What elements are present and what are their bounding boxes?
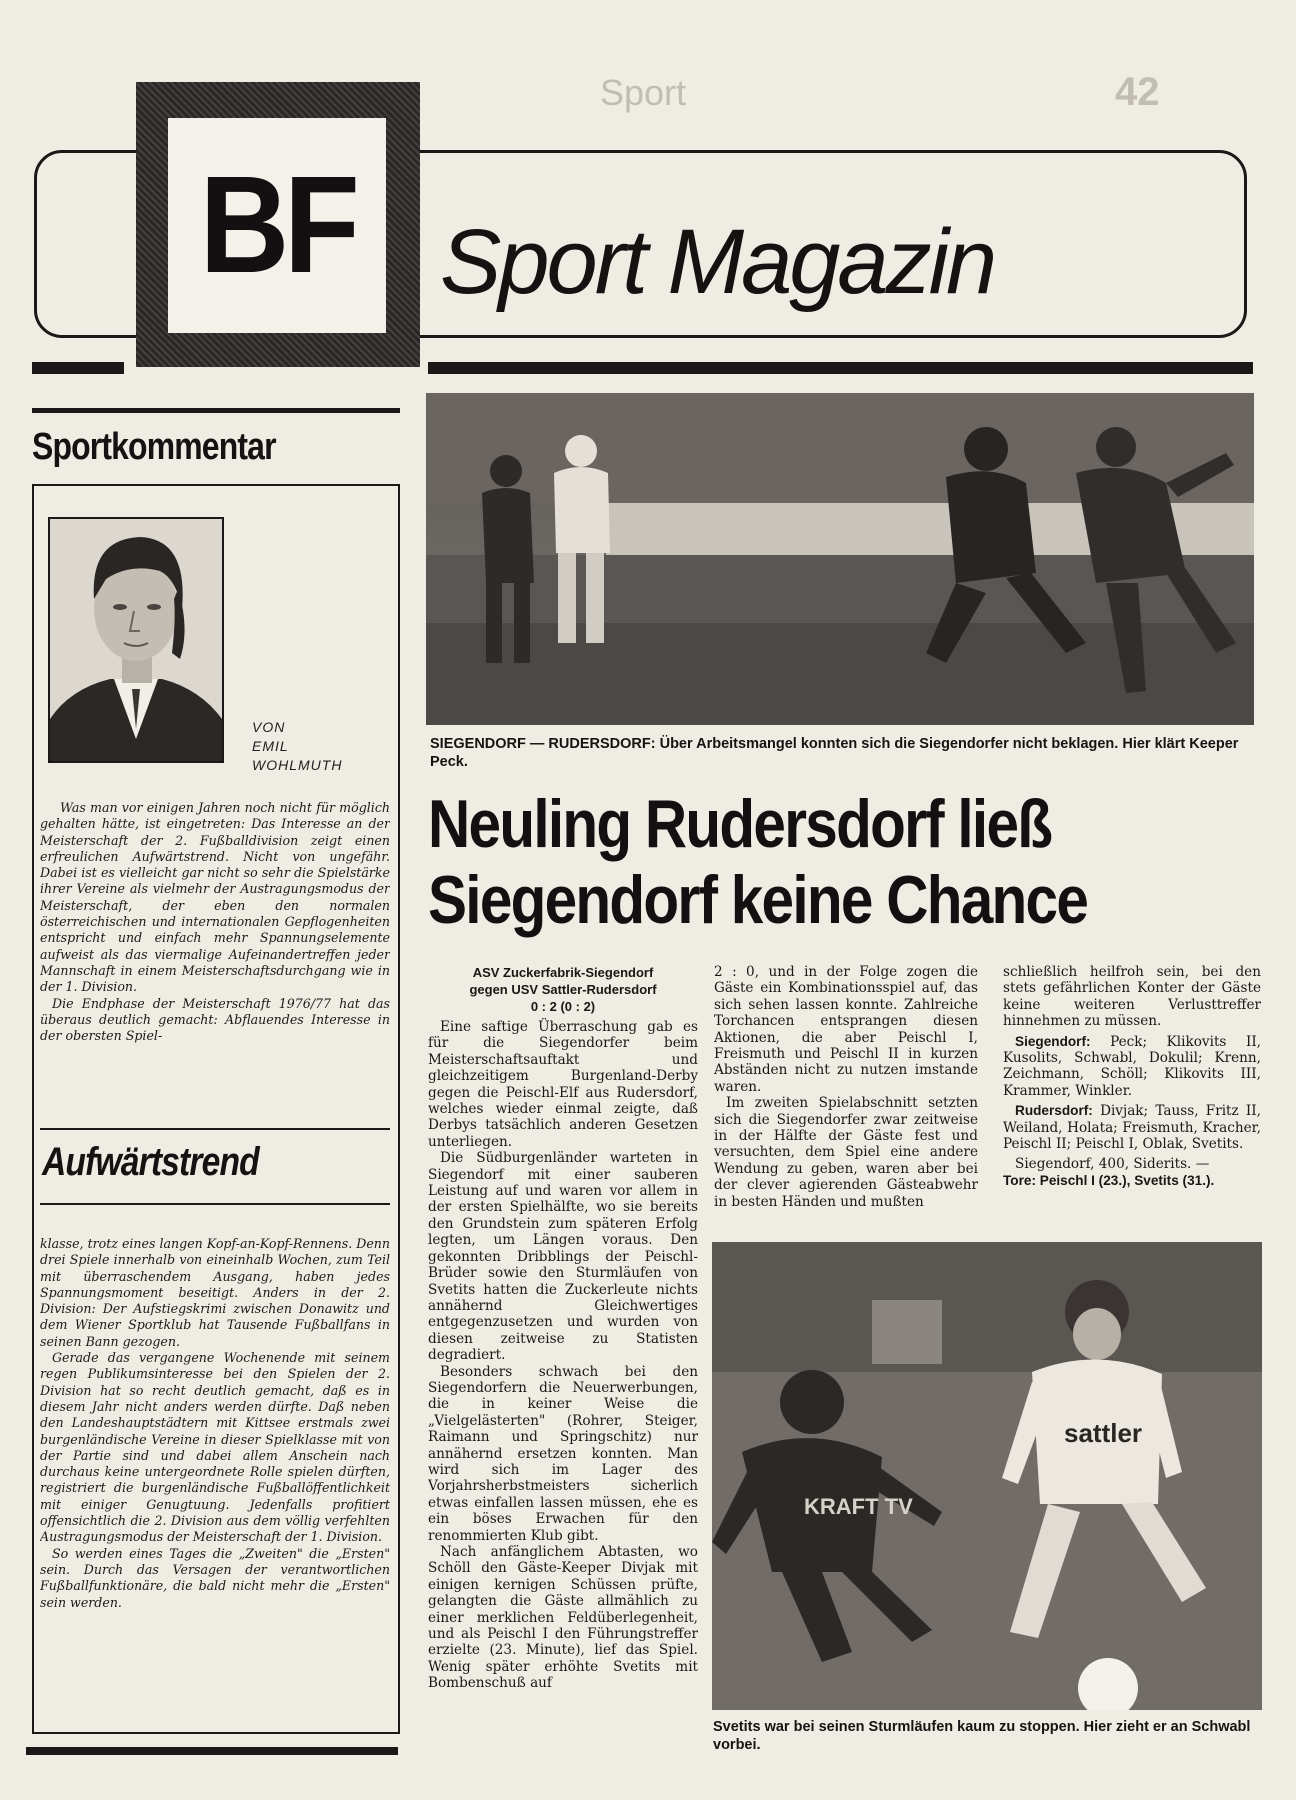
commentary-paragraph: Gerade das vergangene Wochenende mit seinem regen Publikumsinteresse bei den Spielen der 2. Division hat so recht deutlich gemacht, daß es in diesem Jahr nicht anders werden dürfte. Daß neben den Landeshauptstädtern mit Kittsee erstmals zwei burgenländische Vereine in dieser Spielklasse mit von der Partie sind und dabei allem Anschein nach durchaus keine untergeordnete Rolle spielen dürften, registriert die burgenländische Fußballöffentlichkeit mit einiger Genugtuung. Jedenfalls profitiert offensichtlich die 2. Division aus dem völlig verfehlten Austragungsmodus der Meisterschaft der 1. Division. bbox=[40, 1350, 390, 1545]
lineup-rudersdorf-players: Divjak; Tauss, Fritz II, Weiland, Holata; Freismuth, Kracher, Peischl II; Peischl I, Oblak, Svetits. bbox=[1003, 1103, 1261, 1153]
match-score: 0 : 2 (0 : 2) bbox=[530, 999, 596, 1014]
lineup-rudersdorf-label: Rudersdorf: bbox=[1015, 1103, 1093, 1119]
bottom-photo-caption: Svetits war bei seinen Sturmläufen kaum zu stoppen. Hier zieht er an Schwabl vorbei. bbox=[713, 1719, 1251, 1753]
article-paragraph: Die Südburgenländer warteten in Siegendorf mit einer sauberen Leistung auf und waren vor allem in der ersten Spielhälfte, wo sie bereits den Grundstein zum späteren Erfolg legten, um Längen voraus. Den gekonnten Dribblings der Peischl-Brüder sowie den Sturmläufen von Svetits hatten die Zuckerleute nichts annähernd Gleichwertiges entgegenzusetzen und wurden von diesen zeitweise zu Statisten degradiert. bbox=[428, 1150, 698, 1364]
author-portrait bbox=[48, 517, 224, 763]
match-goals bbox=[1003, 1173, 1261, 1189]
article-paragraph: Eine saftige Überraschung gab es für die Siegendorfer beim Meisterschaftsauftakt und gleichzeitigem Burgenland-Derby gegen die Peischl-Elf aus Rudersdorf, welches wieder einmal zeigte, daß Derbys tatsächlich anderen Gesetzen unterliegen. bbox=[428, 1019, 698, 1150]
article-paragraph: Im zweiten Spielabschnitt setzten sich die Siegendorfer zwar zeitweise in der Hälfte der Gäste fest und versuchten, dem Spiel eine andere Wendung zu geben, waren aber bei der clever agierenden Gästeabwehr in besten Händen und mußten bbox=[714, 1095, 978, 1210]
match-line-home: ASV Zuckerfabrik-Siegendorf bbox=[472, 965, 654, 980]
article-paragraph: 2 : 0, und in der Folge zogen die Gäste ein Kombinationsspiel auf, das sich sehen lassen konnte. Zahlreiche Torchancen entsprangen diesen Aktionen, die aber Peischl I, Freismuth und Peischl II in kurzen Abständen nicht zu nutzen imstande waren. bbox=[714, 964, 978, 1095]
home-jersey-text: KRAFT TV bbox=[804, 1494, 913, 1519]
article-paragraph: Nach anfänglichem Abtasten, wo Schöll den Gäste-Keeper Divjak mit einigen kernigen Schüssen prüfte, gelangten die Gäste allmählich zu einer merklichen Feldüberlegenheit, und als Peischl I den Führungstreffer erzielte (23. Minute), lief das Spiel. Wenig später erhöhte Svetits mit Bombenschuß auf bbox=[428, 1544, 698, 1692]
rule-left-bottom bbox=[26, 1747, 398, 1755]
byline-last-name: WOHLMUTH bbox=[252, 757, 343, 773]
magazine-title: Sport Magazin bbox=[440, 211, 995, 313]
commentary-paragraph: So werden eines Tages die „Zweiten" die „Ersten" sein. Durch das Versagen der verantwortlichen Fußballfunktionäre, die bald nicht mehr die „Ersten" sein werden. bbox=[40, 1545, 390, 1610]
bf-logo: BF bbox=[199, 148, 355, 302]
lineup-siegendorf bbox=[1003, 1034, 1261, 1100]
commentary-section-title: Sportkommentar bbox=[32, 426, 276, 468]
commentary-subhead: Aufwärtstrend bbox=[42, 1140, 259, 1184]
commentary-text-bottom bbox=[40, 1236, 390, 1704]
top-photo-caption: SIEGENDORF — RUDERSDORF: Über Arbeitsmangel konnten sich die Siegendorfer nicht beklagen. Hier klärt Keeper Peck. bbox=[430, 736, 1239, 770]
lineup-siegendorf-label: Siegendorf: bbox=[1015, 1033, 1091, 1049]
commentary-paragraph: klasse, trotz eines langen Kopf-an-Kopf-Rennens. Denn drei Spiele innerhalb von eineinhalb Wochen, zum Teil mit überraschendem Ausgang, haben jedes Spannungsmoment beseitigt. Anders in der 2. Division: Der Aufstiegskrimi zwischen Donawitz und dem Wiener Sportklub hat Tausende Fußballfans in seinen Bann gezogen. bbox=[40, 1236, 390, 1349]
away-jersey-text: sattler bbox=[1064, 1418, 1143, 1448]
match-goals-text: Tore: Peischl I (23.), Svetits (31.). bbox=[1003, 1172, 1215, 1188]
rule-left-thick bbox=[32, 362, 124, 374]
match-line-away: gegen USV Sattler-Rudersdorf bbox=[469, 982, 657, 997]
lineup-rudersdorf bbox=[1003, 1103, 1261, 1152]
article-column-1 bbox=[428, 964, 698, 1770]
match-photo-bottom bbox=[712, 1242, 1262, 1710]
byline-von: VON bbox=[252, 719, 286, 735]
article-paragraph: schließlich heilfroh sein, bei den stets gefährlichen Konter der Gäste keine weiteren Verlusttreffer hinnehmen zu müssen. bbox=[1003, 964, 1261, 1030]
lineup-siegendorf-players: Peck; Klikovits II, Kusolits, Schwabl, Dokulil; Krenn, Zeichmann, Schöll; Klikovits III, Krammer, Winkler. bbox=[1003, 1033, 1261, 1099]
rule-right-thick bbox=[428, 362, 1253, 374]
ghost-section-label: Sport bbox=[600, 72, 687, 113]
commentary-paragraph: Die Endphase der Meisterschaft 1976/77 hat das überaus deutlich gemacht: Abflauendes Interesse in der obersten Spiel- bbox=[40, 995, 390, 1044]
commentary-text-top bbox=[40, 800, 390, 1108]
rule-subhead-bottom bbox=[40, 1203, 390, 1205]
article-column-3 bbox=[1003, 964, 1261, 1242]
article-paragraph: Besonders schwach bei den Siegendorfern die Neuerwerbungen, die in keiner Weise die „Vielgelästerten" (Rohrer, Steiger, Raimann und Springschitz) nur annähernd ersetzen konnten. Man wird sich im Lager des Vorjahrsherbstmeisters sicherlich etwas einfallen lassen müssen, ehe es ein böses Erwachen für den renommierten Klub gibt. bbox=[428, 1363, 698, 1544]
ghost-page-number: 42 bbox=[1115, 70, 1160, 114]
rule-left-column bbox=[32, 408, 400, 413]
rule-subhead-top bbox=[40, 1128, 390, 1130]
commentary-paragraph: Was man vor einigen Jahren noch nicht für möglich gehalten hätte, ist eingetreten: Das Interesse an der Meisterschaft der 2. Fußballdivision zeigt einen erfreulichen Aufwärtstrend. Nicht von ungefähr. Dabei ist es vielleicht gar nicht so sehr die Spielstärke ihrer Vereine als vielmehr der Austragungsmodus der Meisterschaft, der eben den normalen österreichischen und internationalen Gepflogenheiten entspricht und einfach mehr Spannungselemente aufweist als das viermalige Aufeinandertreffen jeder Mannschaft in einem Meisterschaftsdurchgang wie in der 1. Division. bbox=[40, 800, 390, 995]
author-byline bbox=[252, 718, 342, 775]
byline-first-name: EMIL bbox=[252, 738, 289, 754]
headline-line-2: Siegendorf keine Chance bbox=[428, 862, 1088, 938]
article-headline bbox=[428, 786, 1142, 938]
match-summary-line: Siegendorf, 400, Siderits. — bbox=[1015, 1156, 1210, 1173]
headline-line-1: Neuling Rudersdorf ließ bbox=[428, 786, 1052, 862]
match-photo-top bbox=[426, 393, 1254, 725]
article-column-2 bbox=[714, 964, 978, 1242]
